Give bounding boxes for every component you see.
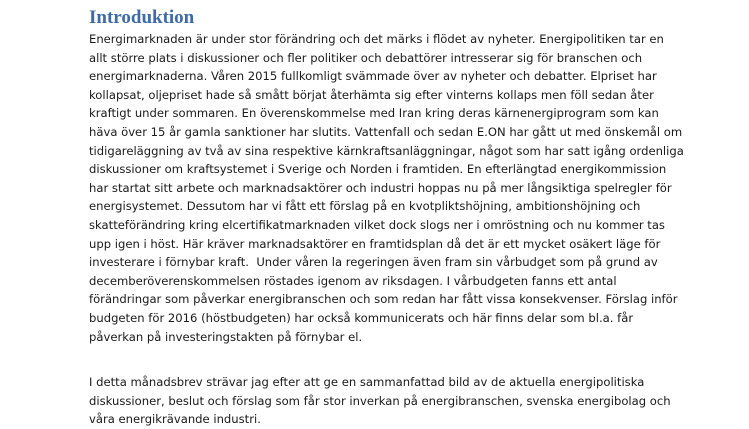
text-line: skatteförändring kring elcertifikatmarknaden vilket dock slogs ner i omröstning och nu kommer tas xyxy=(89,217,665,232)
text-line: våra energikrävande industri. xyxy=(89,412,261,427)
text-line: decemberöverenskommelsen röstades igenom av riksdagen. I vårbudgeten fanns ett antal xyxy=(89,273,617,288)
paragraph-newsletter-aim xyxy=(89,373,749,429)
section-heading: Introduktion xyxy=(89,7,195,28)
text-line: kollapsat, oljepriset hade så smått börjat återhämta sig efter vinterns kollaps men föll sedan åter xyxy=(89,87,654,102)
text-line: tidigareläggning av två av sina respektive kärnkraftsanläggningar, något som har satt igång ordenliga xyxy=(89,143,684,158)
text-line: energimarknaderna. Våren 2015 fullkomligt svämmade över av nyheter och debatter. Elpriset har xyxy=(89,69,657,84)
paragraph-intro xyxy=(89,30,749,346)
text-line: förändringar som påverkar energibranschen och som redan har fått vissa konsekvenser. Förslag inför xyxy=(89,292,678,307)
text-line: kraftigt under sommaren. En överenskommelse med Iran kring deras kärnenergiprogram som kan xyxy=(89,106,659,121)
text-line: I detta månadsbrev strävar jag efter att ge en sammanfattad bild av de aktuella energipolitiska xyxy=(89,375,645,389)
text-line: allt större plats i diskussioner och fler politiker och debattörer intresserar sig för branschen och xyxy=(89,50,643,65)
text-line: investerare i förnybar kraft. Under våren la regeringen även fram sin vårbudget som på grund av xyxy=(89,255,658,270)
text-line: påverkan på investeringstakten på förnybar el. xyxy=(89,329,363,344)
text-line: energisystemet. Dessutom har vi fått ett förslag på en kvotpliktshöjning, ambitionshöjning och xyxy=(89,199,641,214)
text-line: diskussioner om kraftsystemet i Sverige och Norden i framtiden. En efterlängtad energikommission xyxy=(89,162,667,177)
text-line: häva över 15 år gamla sanktioner har slutits. Vattenfall och sedan E.ON har gått ut med önskemål om xyxy=(89,124,683,139)
text-line: upp igen i höst. Här kräver marknadsaktörer en framtidsplan då det är ett mycket osäkert läge för xyxy=(89,236,661,251)
text-line: diskussioner, beslut och förslag som får stor inverkan på energibranschen, svenska energibolag och xyxy=(89,393,671,408)
text-line: Energimarknaden är under stor förändring och det märks i flödet av nyheter. Energipolitiken tar en xyxy=(89,32,664,46)
text-line: budgeten för 2016 (höstbudgeten) har också kommunicerats och här finns delar som bl.a. får xyxy=(89,310,634,325)
text-line: har startat sitt arbete och marknadsaktörer och industri hoppas nu på mer långsiktiga spelregler för xyxy=(89,180,672,195)
